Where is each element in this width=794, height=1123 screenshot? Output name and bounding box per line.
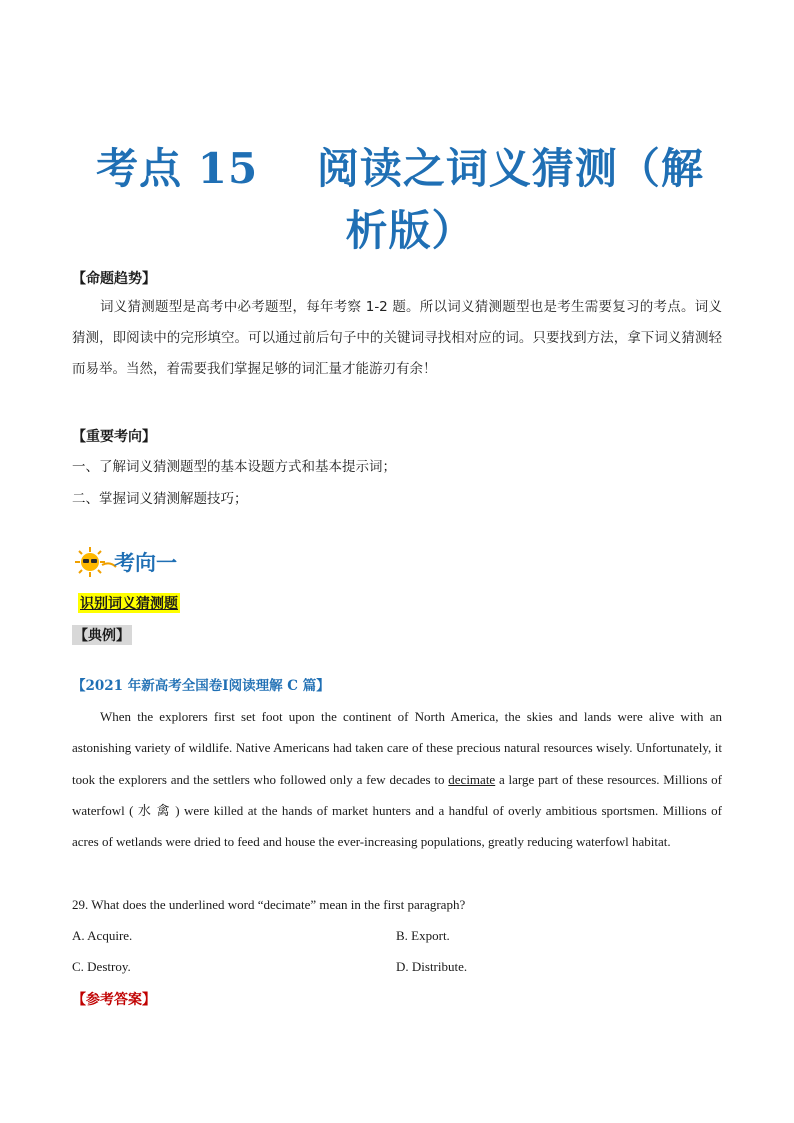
option-c: C. Destroy. [72,959,131,974]
trend-heading: 【命题趋势】 [72,271,156,287]
highlight-topic: 识别词义猜测题 [78,593,180,613]
option-d: D. Distribute. [396,959,468,974]
page-title [60,138,740,262]
direction-header [72,545,177,579]
option-a: A. Acquire. [72,928,133,943]
example-label: 【典例】 [72,625,132,645]
question-stem: 29. What does the underlined word “decimate” mean in the first paragraph? [72,897,466,912]
reading-passage [72,701,722,857]
option-b: B. Export. [396,928,450,943]
title-line-2: 析版） [345,206,475,255]
passage-before: When the explorers first set foot upon the continent of North America, the skies and lands were alive with an astonishing variety of wildlife. Native Americans had taken care of these precious natural resources wisely. Unfortunately, it took the explorers and the settlers who followed only a few decades to [72,709,722,787]
focus-item-1: 一、了解词义猜测题型的基本设题方式和基本提示词； [72,459,396,475]
focus-item-2: 二、掌握词义猜测解题技巧； [72,491,248,507]
trend-paragraph: 词义猜测题型是高考中必考题型，每年考察 1-2 题。所以词义猜测题型也是考生需要复习的考点。词义猜测，即阅读中的完形填空。可以通过前后句子中的关键词寻找相对应的词。只要找到方法，拿下词义猜测轻而易举。当然，着需要我们掌握足够的词汇量才能游刃有余！ [72,299,722,377]
underlined-word: decimate [448,771,496,787]
answer-heading: 【参考答案】 [72,992,156,1008]
passage-after: a large part of these resources. Millions of waterfowl ( 水 禽 ) were killed at the hands of market hunters and a handful of overly ambitious sportsmen. Millions of acres of wetlands were dried to feed and house the ever-increasing populations, greatly reducing waterfowl habitat. [72,771,722,850]
direction-label: 考向一 [114,551,177,575]
sun-icon [72,545,118,579]
source-label: 【2021 年新高考全国卷Ⅰ阅读理解 C 篇】 [72,678,330,694]
title-line-1: 考点 15 阅读之词义猜测（解 [96,144,704,193]
focus-heading: 【重要考向】 [72,429,156,445]
